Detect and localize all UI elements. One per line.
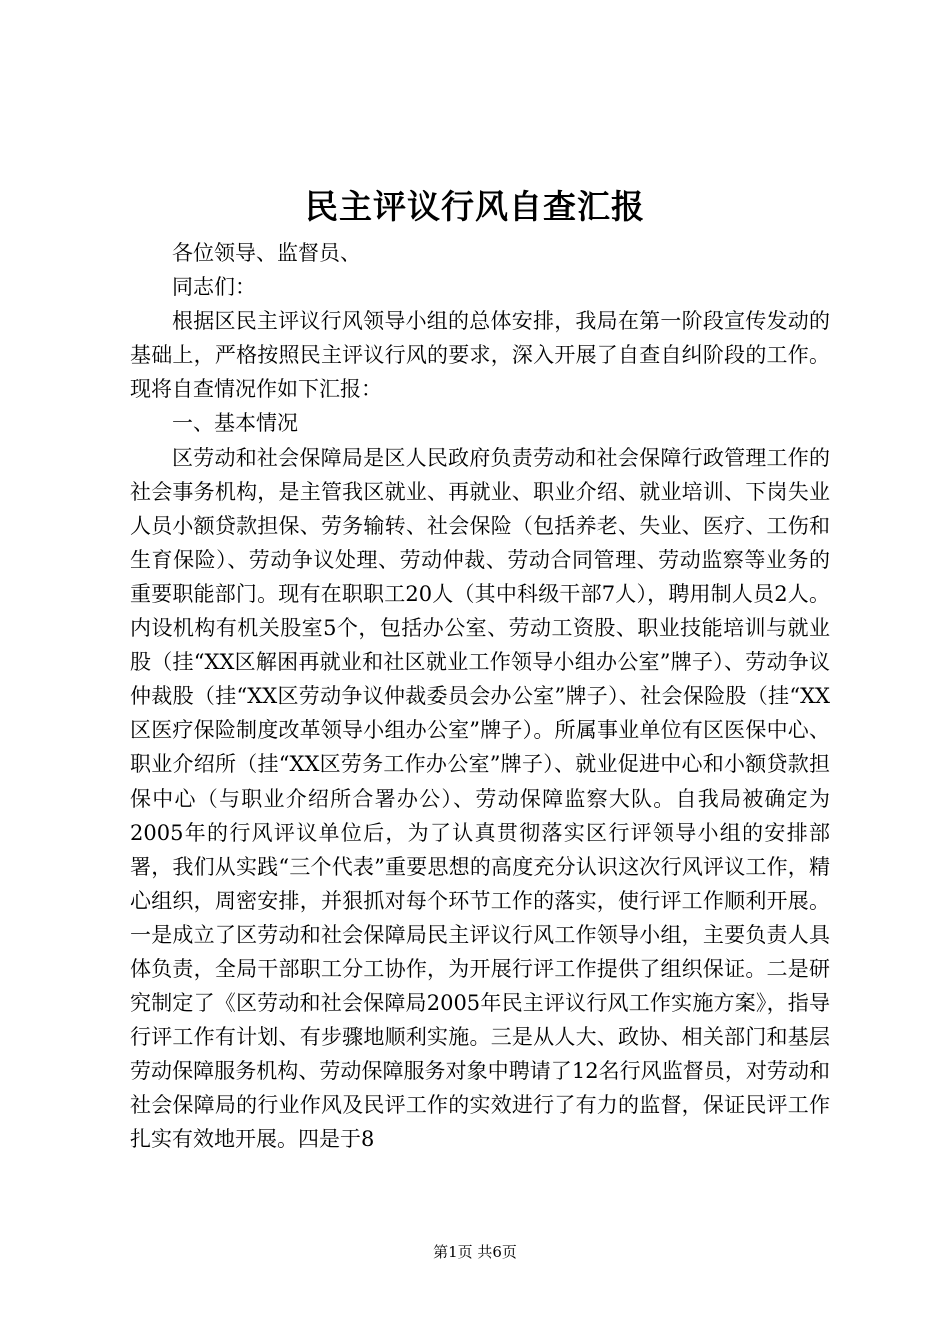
section-heading: 一、基本情况 — [172, 411, 298, 436]
salutation-line-1: 各位领导、监督员、 — [172, 241, 361, 265]
intro-paragraph: 根据区民主评议行风领导小组的总体安排，我局在第一阶段宣传发动的基础上，严格按照民主评议行风的要求，深入开展了自查自纠阶段的工作。现将自查情况作如下汇报： — [130, 309, 830, 402]
document-title: 民主评议行风自查汇报 — [305, 187, 645, 226]
body-paragraph: 区劳动和社会保障局是区人民政府负责劳动和社会保障行政管理工作的社会事务机构，是主管我区就业、再就业、职业介绍、就业培训、下岗失业人员小额贷款担保、劳务输转、社会保险（包括养老、失业、医疗、工伤和生育保险）、劳动争议处理、劳动仲裁、劳动合同管理、劳动监察等业务的重要职能部门。现有在职职工20人（其中科级干部7人），聘用制人员2人。内设机构有机关股室5个，包括办公室、劳动工资股、职业技能培训与就业股（挂“XX区解困再就业和社区就业工作领导小组办公室”牌子）、劳动争议仲裁股（挂“XX区劳动争议仲裁委员会办公室”牌子）、社会保险股（挂“XX区医疗保险制度改革领导小组办公室”牌子）。所属事业单位有区医保中心、职业介绍所（挂“XX区劳务工作办公室”牌子）、就业促进中心和小额贷款担保中心（与职业介绍所合署办公）、劳动保障监察大队。自我局被确定为2005年的行风评议单位后，为了认真贯彻落实区行评领导小组的安排部署，我们从实践“三个代表”重要思想的高度充分认识这次行风评议工作，精心组织，周密安排，并狠抓对每个环节工作的落实，使行评工作顺利开展。一是成立了区劳动和社会保障局民主评议行风工作领导小组，主要负责人具体负责，全局干部职工分工协作，为开展行评工作提供了组织保证。二是研究制定了《区劳动和社会保障局2005年民主评议行风工作实施方案》，指导行评工作有计划、有步骤地顺利实施。三是从人大、政协、相关部门和基层劳动保障服务机构、劳动保障服务对象中聘请了12名行风监督员，对劳动和社会保障局的行业作风及民评工作的实效进行了有力的监督，保证民评工作扎实有效地开展。四是于8 — [130, 445, 830, 1152]
salutation-line-2: 同志们： — [172, 275, 256, 300]
document-body — [130, 236, 830, 1157]
page-number-footer: 第1页 共6页 — [433, 1243, 517, 1261]
